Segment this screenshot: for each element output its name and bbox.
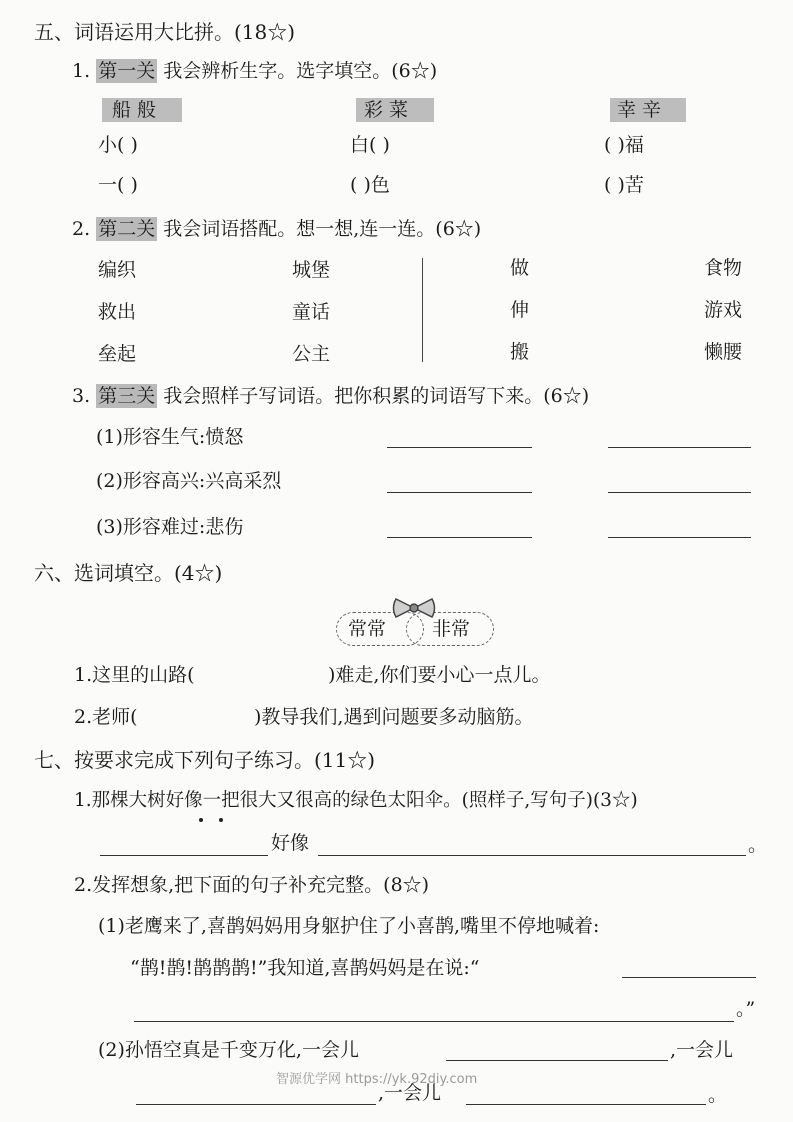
- match-right-a-1[interactable]: 做: [510, 257, 530, 279]
- q1-tag: 第一关: [98, 60, 156, 82]
- q3-text: 我会照样子写词语。把你积累的词语写下来。(6☆): [163, 385, 590, 407]
- s7-q2-p2-start: (2)孙悟空真是千变万化,一会儿: [98, 1039, 359, 1061]
- match-left-b-1[interactable]: 城堡: [292, 259, 331, 281]
- fill-blank-3b[interactable]: ( )苦: [604, 174, 644, 196]
- q3-answer-2b[interactable]: [608, 492, 751, 493]
- q3-item-1: (1)形容生气:愤怒: [96, 426, 244, 448]
- q1-number: 1.: [72, 60, 91, 82]
- section7-title: 七、按要求完成下列句子练习。(11☆): [34, 748, 376, 772]
- fill-blank-1a[interactable]: 小( ): [98, 134, 138, 156]
- watermark: 智源优学网 https://yk.92diy.com: [276, 1072, 478, 1087]
- section6-title: 六、选词填空。(4☆): [34, 561, 223, 585]
- s7-q2-p1-line1: (1)老鹰来了,喜鹊妈妈用身躯护住了小喜鹊,嘴里不停地喊着:: [98, 915, 600, 937]
- s7-q2-p2-blank-b[interactable]: [136, 1104, 376, 1105]
- q3-item-2: (2)形容高兴:兴高采烈: [96, 470, 282, 492]
- s6-q2-start: 2.老师(: [74, 706, 138, 728]
- q2-tag: 第二关: [98, 218, 156, 240]
- q3-heading: [72, 387, 589, 406]
- choice-word-2: 非常: [432, 618, 471, 640]
- s7-q2-p1-line2: “鹊!鹊!鹊鹊鹊!”我知道,喜鹊妈妈是在说:“: [130, 957, 480, 979]
- match-left-a-1[interactable]: 编织: [98, 259, 137, 281]
- q3-answer-1b[interactable]: [608, 447, 751, 448]
- section5-title: 五、词语运用大比拼。(18☆): [34, 20, 296, 44]
- bow-icon: [390, 596, 438, 620]
- s7-q1-mid: 好像: [271, 832, 310, 854]
- s7-q2-p2-blank-c[interactable]: [466, 1104, 706, 1105]
- s7-q1-blank-b[interactable]: [318, 855, 746, 856]
- match-right-a-2[interactable]: 伸: [510, 299, 530, 321]
- fill-blank-1b[interactable]: 一( ): [98, 174, 138, 196]
- emphasis-dot: [219, 818, 223, 822]
- choice-word-1: 常常: [348, 618, 387, 640]
- match-left-b-3[interactable]: 公主: [292, 343, 331, 365]
- fill-blank-2b[interactable]: ( )色: [350, 174, 390, 196]
- s7-q1-text: 1.那棵大树好像一把很大又很高的绿色太阳伞。(照样子,写句子)(3☆): [74, 790, 638, 811]
- q1-heading: [72, 62, 437, 81]
- match-left-a-3[interactable]: 垒起: [98, 343, 137, 365]
- s7-q2-p1-blank-b[interactable]: [134, 1021, 734, 1022]
- match-left-a-2[interactable]: 救出: [98, 301, 137, 323]
- char-pair-1: 船 般: [112, 99, 157, 121]
- q3-answer-1a[interactable]: [387, 447, 532, 448]
- s7-q2-p1-blank-a[interactable]: [622, 977, 756, 978]
- match-right-a-3[interactable]: 搬: [510, 341, 530, 363]
- s6-q1-start: 1.这里的山路(: [74, 664, 195, 686]
- match-right-b-2[interactable]: 游戏: [704, 299, 743, 321]
- s7-q1-blank-a[interactable]: [100, 855, 268, 856]
- q1-text: 我会辨析生字。选字填空。(6☆): [163, 60, 438, 82]
- s7-q2-text: 2.发挥想象,把下面的句子补充完整。(8☆): [74, 874, 430, 896]
- s7-q2-p1-end: 。”: [736, 998, 756, 1020]
- match-divider: [422, 258, 423, 362]
- fill-blank-2a[interactable]: 白( ): [350, 134, 390, 156]
- char-pair-3: 幸 辛: [617, 99, 662, 121]
- q2-text: 我会词语搭配。想一想,连一连。(6☆): [163, 218, 482, 240]
- s7-q2-p2-blank-a[interactable]: [446, 1060, 668, 1061]
- q3-item-3: (3)形容难过:悲伤: [96, 516, 244, 538]
- q3-answer-2a[interactable]: [387, 492, 532, 493]
- s6-q1-end: )难走,你们要小心一点儿。: [328, 664, 551, 686]
- s7-q2-p2-end: 。: [708, 1084, 728, 1106]
- q3-answer-3a[interactable]: [387, 537, 532, 538]
- q3-number: 3.: [72, 385, 91, 407]
- q2-number: 2.: [72, 218, 91, 240]
- s7-q2-p2-mid2: ,一会儿: [378, 1082, 442, 1104]
- match-right-b-3[interactable]: 懒腰: [704, 341, 743, 363]
- emphasis-dot: [199, 818, 203, 822]
- q2-heading: [72, 220, 481, 239]
- s7-q2-p2-mid: ,一会儿: [670, 1039, 734, 1061]
- match-left-b-2[interactable]: 童话: [292, 301, 331, 323]
- s7-q1-end: 。: [748, 834, 768, 856]
- q3-tag: 第三关: [98, 385, 156, 407]
- char-pair-2: 彩 菜: [364, 99, 409, 121]
- fill-blank-3a[interactable]: ( )福: [604, 134, 644, 156]
- match-right-b-1[interactable]: 食物: [704, 257, 743, 279]
- s6-q2-end: )教导我们,遇到问题要多动脑筋。: [254, 706, 534, 728]
- q3-answer-3b[interactable]: [608, 537, 751, 538]
